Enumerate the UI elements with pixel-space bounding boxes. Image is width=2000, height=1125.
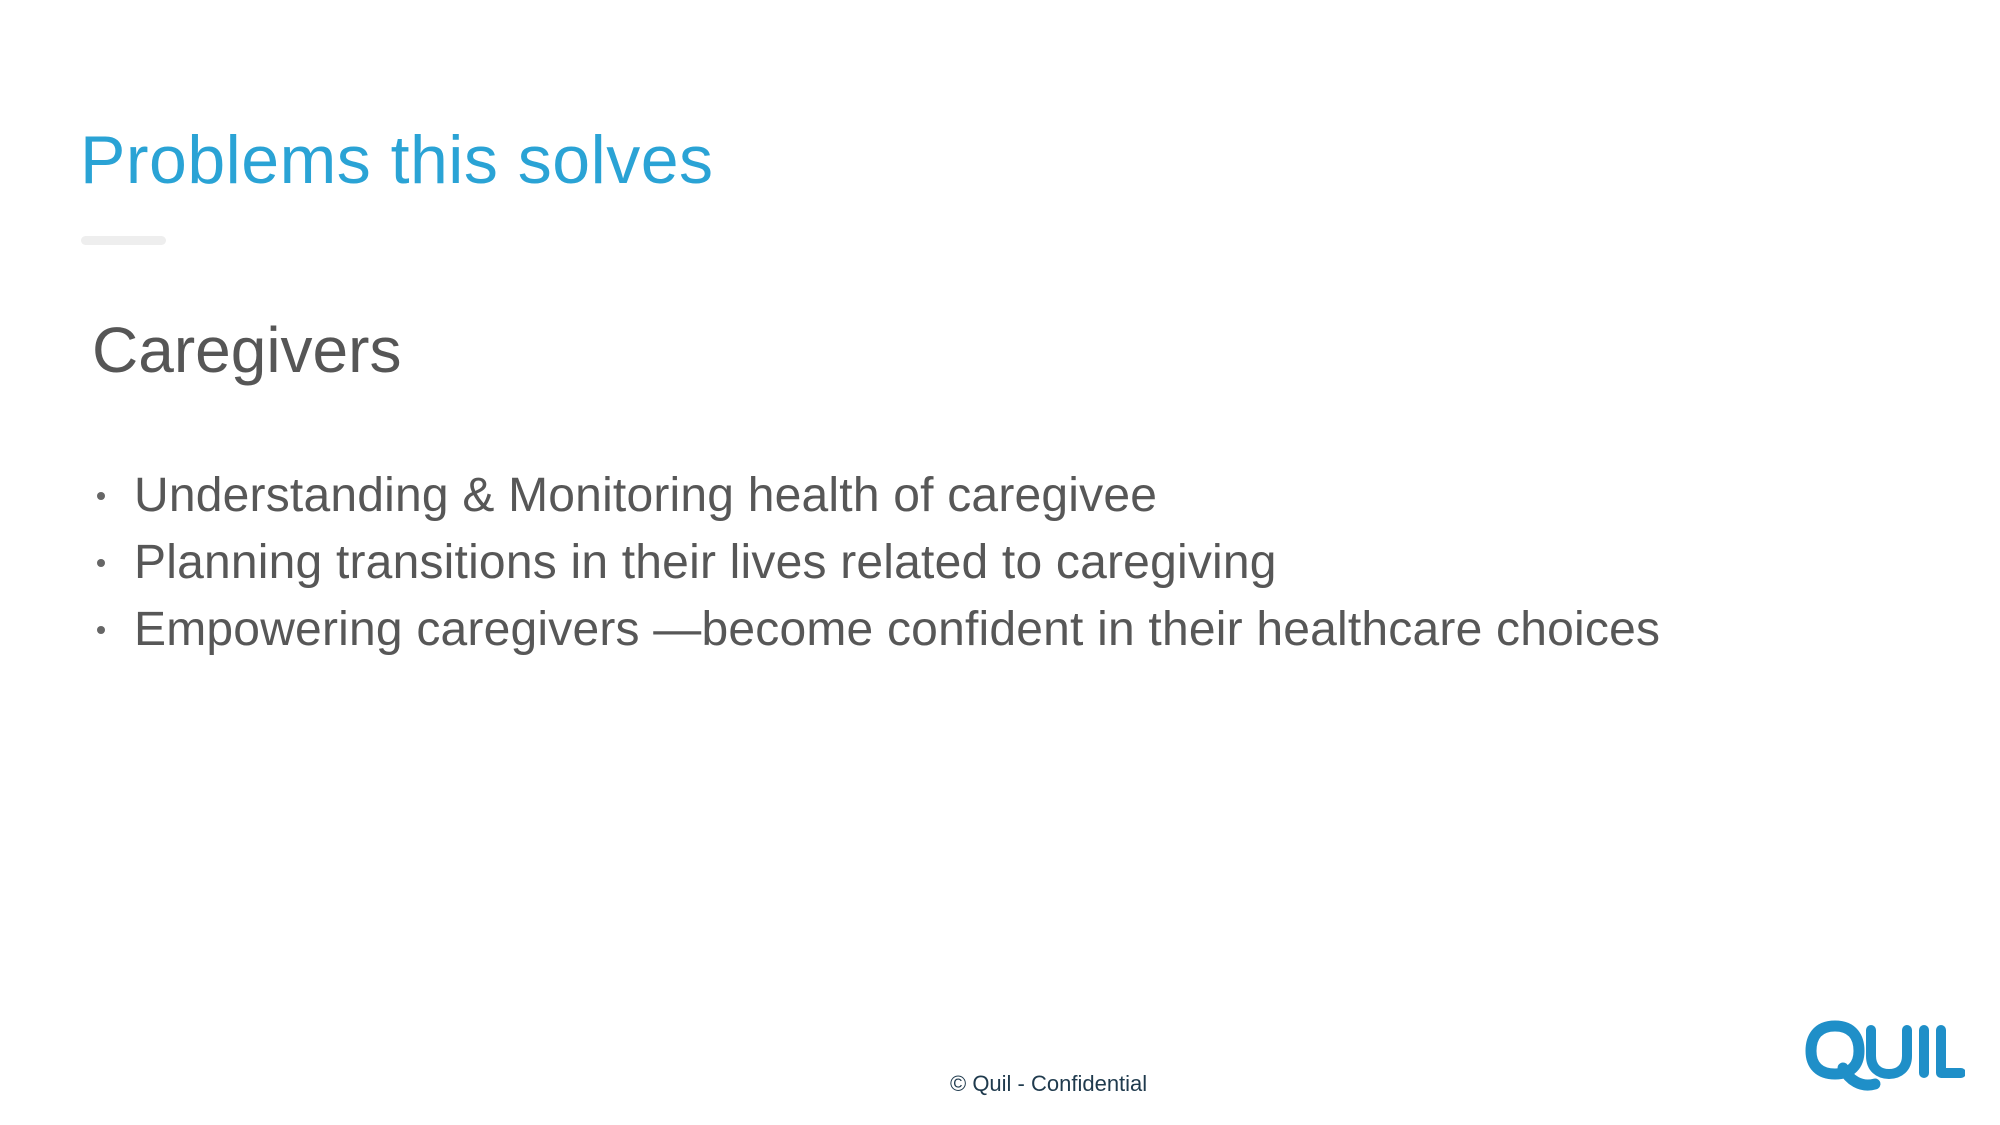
bullet-item	[92, 596, 1660, 663]
bullet-icon	[97, 559, 105, 567]
bullet-list	[92, 462, 1660, 663]
bullet-text: Empowering caregivers —become confident in their healthcare choices	[134, 603, 1661, 656]
section-heading: Caregivers	[92, 314, 402, 386]
bullet-icon	[97, 492, 105, 500]
bullet-item	[92, 529, 1660, 596]
title-underline	[81, 236, 166, 245]
bullet-text: Understanding & Monitoring health of caregivee	[134, 469, 1158, 522]
bullet-item	[92, 462, 1660, 529]
slide-title: Problems this solves	[80, 122, 714, 198]
footer-confidential: © Quil - Confidential	[950, 1071, 1148, 1096]
quil-logo	[1805, 1018, 1965, 1098]
bullet-icon	[97, 626, 105, 634]
bullet-text: Planning transitions in their lives related to caregiving	[134, 536, 1277, 589]
